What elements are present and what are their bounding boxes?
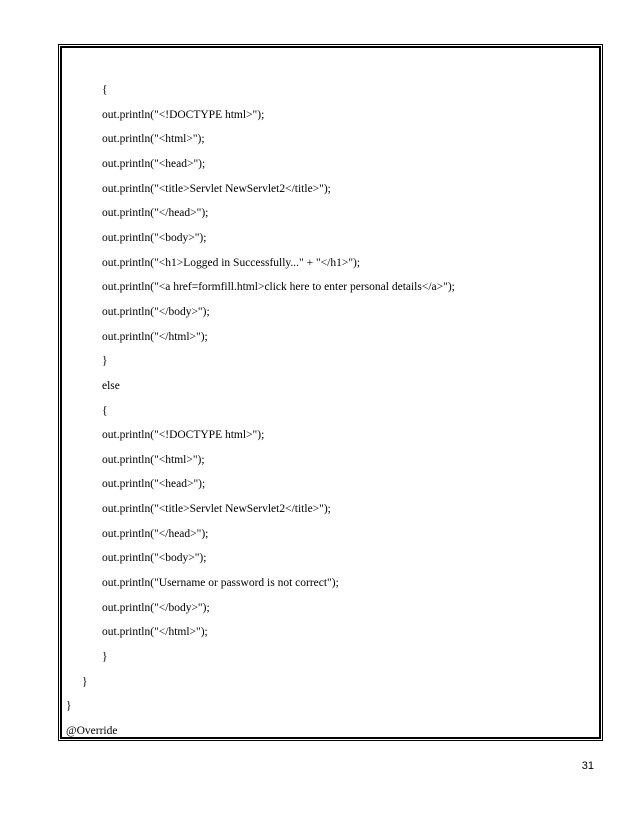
code-line: out.println("</body>"); — [102, 306, 210, 318]
code-line: } — [82, 676, 88, 688]
code-line: out.println("<!DOCTYPE html>"); — [102, 429, 265, 441]
page-number: 31 — [581, 760, 594, 772]
code-line: { — [102, 84, 108, 96]
code-line: out.println("<a href=formfill.html>click here to enter personal details</a>"); — [102, 281, 455, 293]
code-line: out.println("<!DOCTYPE html>"); — [102, 109, 265, 121]
code-line: out.println("<head>"); — [102, 478, 206, 490]
code-line: out.println("<head>"); — [102, 158, 206, 170]
code-line: out.println("<body>"); — [102, 552, 207, 564]
code-line: out.println("</html>"); — [102, 626, 208, 638]
code-line: } — [102, 355, 108, 367]
code-line: } — [66, 700, 72, 712]
code-line: out.println("<html>"); — [102, 454, 205, 466]
code-line: out.println("<html>"); — [102, 133, 205, 145]
code-line: { — [102, 405, 108, 417]
code-line: out.println("<body>"); — [102, 232, 207, 244]
code-line: @Override — [66, 725, 118, 737]
code-line: out.println("Username or password is not correct"); — [102, 577, 339, 589]
code-line: else — [102, 380, 120, 392]
code-line: out.println("<h1>Logged in Successfully..." + "</h1>"); — [102, 257, 361, 269]
code-line: out.println("</body>"); — [102, 602, 210, 614]
code-line: out.println("</head>"); — [102, 528, 209, 540]
code-line: } — [102, 651, 108, 663]
code-line: out.println("<title>Servlet NewServlet2</title>"); — [102, 183, 331, 195]
code-line: out.println("</html>"); — [102, 331, 208, 343]
code-line: out.println("</head>"); — [102, 207, 209, 219]
code-line: out.println("<title>Servlet NewServlet2</title>"); — [102, 503, 331, 515]
